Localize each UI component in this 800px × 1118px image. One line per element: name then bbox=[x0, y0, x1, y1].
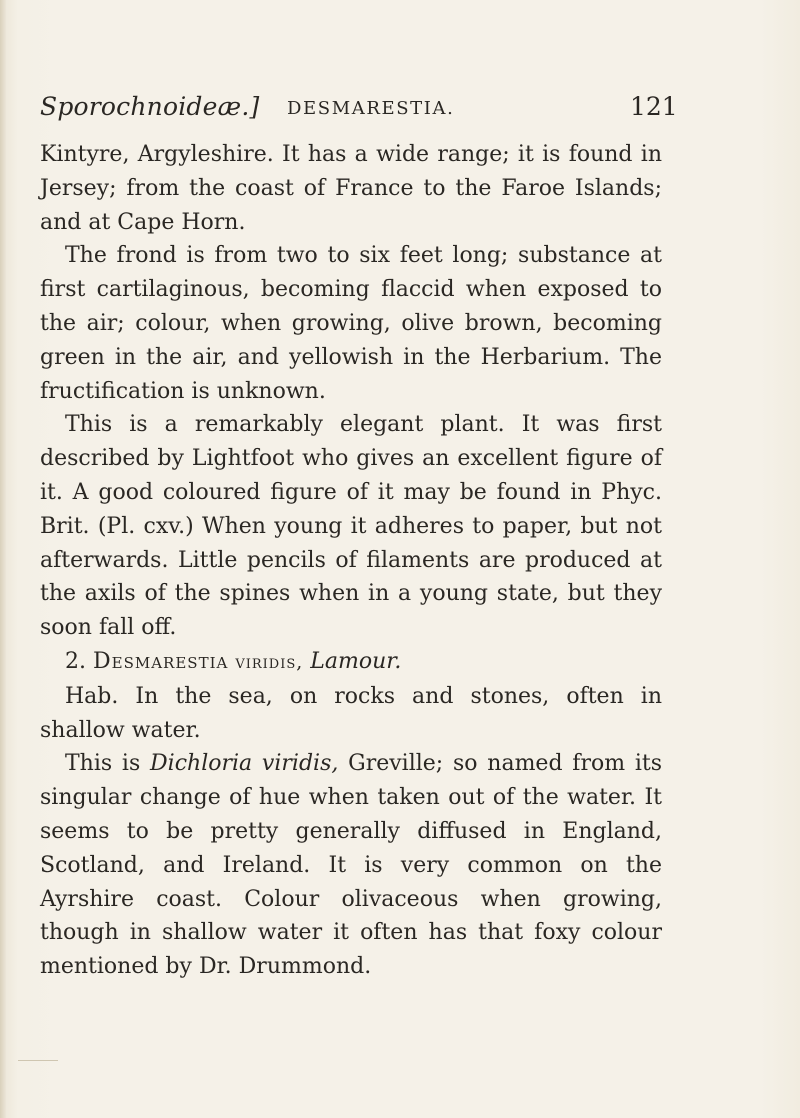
page-number: 121 bbox=[630, 92, 678, 121]
paragraph-distribution: Kintyre, Argyleshire. It has a wide range; it is found in Jersey; from the coast of France to the Faroe Islands; and at Cape Horn. bbox=[40, 142, 662, 235]
page-header bbox=[40, 92, 678, 132]
paragraph-species-notes bbox=[40, 747, 662, 984]
species-heading bbox=[40, 645, 662, 680]
species-authority: Lamour. bbox=[310, 648, 402, 674]
page-edge-mark bbox=[18, 1060, 58, 1061]
running-head: DESMARESTIA. bbox=[287, 98, 455, 119]
body-text bbox=[40, 138, 662, 984]
species-synonym: Dichloria viridis, bbox=[150, 751, 339, 777]
species-notes-lead: This is bbox=[65, 751, 141, 777]
paragraph-habitat: Hab. In the sea, on rocks and stones, often in shallow water. bbox=[40, 683, 662, 743]
paragraph-remarks: This is a remarkably elegant plant. It was first described by Lightfoot who gives an excellent figure of it. A good coloured figure of it may be found in Phyc. Brit. (Pl. cxv.) When young it adheres to paper, but not afterwards. Little pencils of filaments are produced at the axils of the spines when in a young state, but they soon fall off. bbox=[40, 412, 662, 641]
section-title: Sporochnoideæ.] bbox=[40, 92, 260, 121]
page-binding-edge bbox=[0, 0, 6, 1118]
paragraph-description: The frond is from two to six feet long; substance at first cartilaginous, becoming flaccid when exposed to the air; colour, when growing, olive brown, becoming green in the air, and yellowish in the Herbarium. The fructification is unknown. bbox=[40, 243, 662, 404]
species-notes-text: Greville; so named from its singular change of hue when taken out of the water. It seems to be pretty generally diffused in England, Scotland, and Ireland. It is very common on the Ayrshire coast. Colour olivaceous when growing, though in shallow water it often has that foxy colour mentioned by Dr. Drummond. bbox=[40, 751, 663, 980]
species-number: 2. bbox=[65, 648, 86, 674]
species-genus: Desmarestia bbox=[93, 648, 229, 674]
species-epithet: viridis, bbox=[235, 650, 304, 673]
